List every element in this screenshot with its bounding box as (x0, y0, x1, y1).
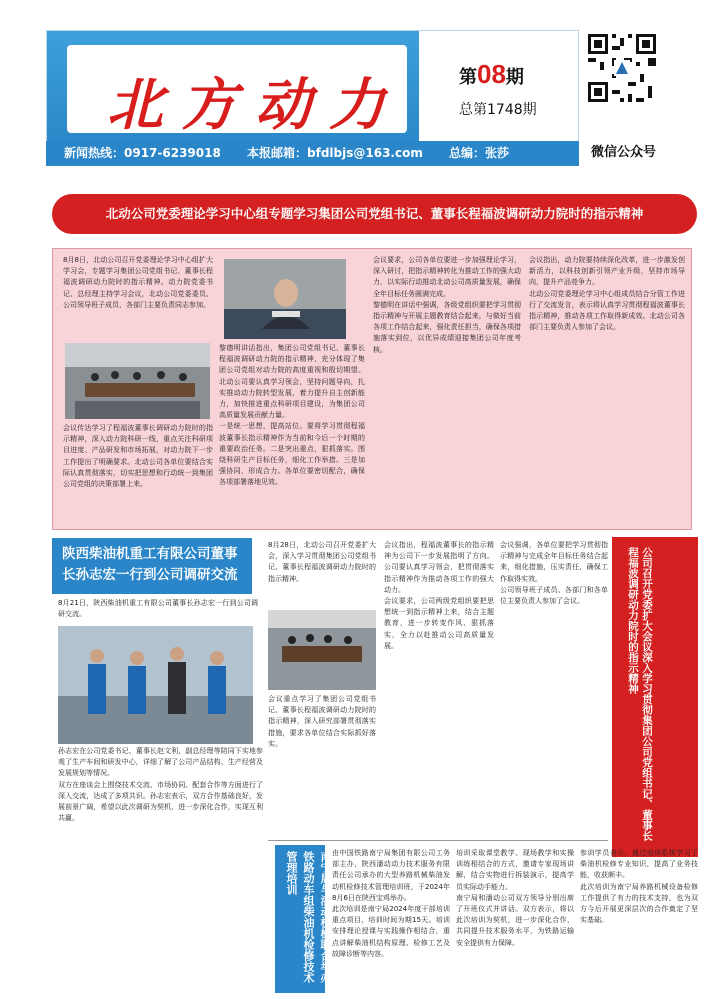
article3-col1-p1: 由中国铁路南宁局集团有限公司工务部主办，陕西潘动动力技术服务有限责任公司承办的大型养路机械柴油发动机检修技术管理培训班，于2024年8月6日在陕西宝鸡举办。 (332, 849, 450, 902)
article1-col1-p1: 8月8日，北动公司召开党委理论学习中心组扩大学习会，专题学习集团公司党组书记、董事长程福波调研动力院时的指示精神。动力院党委书记、总经理主持学习会议，北动公司党委委员、公司领导班子成员、各部门主要负责同志参加。 (63, 256, 213, 309)
issue-num: 08 (477, 59, 506, 89)
issue-prefix: 第 (459, 67, 477, 87)
issue-number (459, 59, 524, 90)
article3-col1-p2: 此次培训是南宁局2024年度干部培训重点项目，培训时间为期15天。培训安排理论授课与实践操作相结合，重点讲解柴油机结构原理、检修工艺及故障诊断等内容。 (332, 905, 450, 958)
article3-col3 (580, 848, 698, 992)
article2-col2-p2: 会议重点学习了集团公司党组书记、董事长程福波调研动力院时的指示精神，深入研究部署贯彻落实措施，要求各单位结合实际抓好落实。 (268, 695, 376, 748)
speaker-photo (224, 259, 346, 339)
article2-col3 (384, 540, 494, 834)
article3-col1 (332, 848, 450, 992)
article2-col4-p1: 会议强调，各单位要把学习贯彻指示精神与完成全年目标任务结合起来，细化措施，压实责任，确保工作取得实效。 (500, 541, 608, 583)
article2-col1-body (58, 746, 263, 981)
article2-col1-p3: 双方在座谈会上围绕技术交流、市场协同、配套合作等方面进行了深入交流，达成了多项共识。孙志宏表示，双方合作基础良好，发展前景广阔，希望以此次调研为契机，进一步深化合作，实现互利共赢。 (58, 780, 263, 823)
article1-col2-p1: 黎德明讲话指出，集团公司党组书记、董事长程福波调研动力院的指示精神，充分体现了集团公司党组对动力院的高度重视和殷切期望。北动公司要认真学习领会，坚持问题导向，扎实推动动力院转型发展，着力提升自主创新能力，加快推进重点科研项目建设，为集团公司高质量发展贡献力量。 (219, 344, 365, 420)
article3-col2 (456, 848, 574, 992)
headline-banner: 北动公司党委理论学习中心组专题学习集团公司党组书记、董事长程福波调研动力院时的指示精神 (52, 194, 697, 234)
article3-col3-p1: 参训学员表示，通过培训系统学习了柴油机检修专业知识，提高了业务技能，收获颇丰。 (580, 849, 698, 880)
article3-col2-p2: 南宁局和潘动公司双方领导分别出席了开班仪式并讲话。双方表示，将以此次培训为契机，进一步深化合作，共同提升技术服务水平，为铁路运输安全提供有力保障。 (456, 893, 574, 947)
article3-col3-p2: 此次培训为南宁局养路机械设备检修工作提供了有力的技术支持，也为双方今后开展更深层次的合作奠定了坚实基础。 (580, 882, 698, 925)
editor-text: 总编：张莎 (449, 146, 510, 160)
wechat-label: 微信公众号 (591, 145, 657, 160)
article2-col2-p1: 8月28日，北动公司召开党委扩大会，深入学习贯彻集团公司党组书记、董事长程福波调研动力院时的指示精神。 (268, 541, 376, 583)
wechat-qr-code (584, 30, 660, 130)
issue-total: 总第1748期 (459, 102, 537, 118)
article1-col1-p2: 会议传达学习了程福波董事长调研动力院时的指示精神，深入动力院科研一线，重点关注科研项目进度、产品研发和市场拓展，对动力院下一步工作提出了明确要求。北动公司各单位要结合实际认真贯彻落实，切实把思想和行动统一到集团公司党组的决策部署上来。 (63, 424, 213, 489)
issue-suffix: 期 (505, 67, 524, 87)
email-text: 本报邮箱：bfdlbjs@163.com (247, 146, 423, 160)
sidebar-red-banner (612, 537, 698, 857)
section-divider (268, 840, 608, 841)
masthead-blue-panel (47, 31, 419, 146)
article2-col1-p1: 8月21日，陕西柴油机重工有限公司董事长孙志宏一行到公司调研交流。 (58, 599, 258, 619)
article1-col4-p2: 北动公司党委理论学习中心组成员结合分管工作进行了交流发言，表示将认真学习贯彻程福波董事长指示精神，推动各项工作取得新成效。北动公司各部门主要负责人参加了会议。 (529, 289, 685, 332)
article2-col3-p2: 会议要求，公司两级党组织要把思想统一到指示精神上来，结合主题教育，进一步转变作风、狠抓落实，全力以赴推动公司高质量发展。 (384, 597, 494, 650)
article1-col4 (529, 255, 685, 527)
article2-title: 陕西柴油机重工有限公司董事长孙志宏一行到公司调研交流 (52, 538, 252, 594)
hotline-text: 新闻热线：0917-6239018 (64, 146, 221, 160)
party-meeting-photo (268, 610, 376, 690)
article1-col2 (219, 343, 365, 527)
article3-col2-p1: 培训采取课堂教学、现场教学和实操训练相结合的方式，邀请专家现场讲解，结合实物进行拆装演示，提高学员实际动手能力。 (456, 849, 574, 891)
article1-col4-p1: 会议指出，动力院要持续深化改革，进一步激发创新活力，以科技创新引领产业升级，坚持市场导向，提升产品竞争力。 (529, 256, 685, 287)
lead-article (52, 248, 692, 530)
masthead-logo-box (67, 45, 407, 138)
article2-col3-p1: 会议指出，程福波董事长的指示精神为公司下一步发展指明了方向。公司要认真学习领会，把贯彻落实指示精神作为推动各项工作的强大动力。 (384, 541, 494, 594)
article1-col3 (373, 255, 521, 527)
article2-col4 (500, 540, 608, 834)
factory-visit-photo (58, 626, 253, 744)
contact-bar (46, 141, 579, 166)
sidebar-red-text: 公司召开党委扩大会议深入学习贯彻集团公司党组书记、董事长程福波调研动力院时的指示精神 (627, 547, 653, 841)
article1-col3-p2: 黎德明在讲话中强调，各级党组织要把学习贯彻指示精神与开展主题教育结合起来，与做好当前各项工作结合起来，强化责任担当，确保各项措施落实到位，以优异成绩迎接集团公司年度考核。 (373, 300, 521, 354)
article3-title: 南宁局与潘动机械联合举办铁路动车组柴油机检修技术管理培训 (285, 851, 332, 983)
newspaper-logo: 北方动力 (107, 72, 403, 138)
article2-col4-p2: 公司领导班子成员、各部门和各单位主要负责人参加了会议。 (500, 585, 608, 606)
article1-col3-p1: 会议要求，公司各单位要进一步加强理论学习，深入研讨，把指示精神转化为推动工作的强大动力，以实际行动推动北动公司高质量发展，确保全年目标任务圆满完成。 (373, 256, 521, 298)
masthead (46, 30, 579, 145)
article1-col2-p2: 一是统一思想，提高站位。要将学习贯彻程福波董事长指示精神作为当前和今后一个时期的重要政治任务。二是突出重点，狠抓落实。围绕科研生产目标任务，细化工作举措。三是加强协同，形成合力。各单位要密切配合，确保各项部署落地见效。 (219, 422, 365, 487)
meeting-photo (65, 343, 210, 419)
article2-col1-p2: 孙志宏在公司党委书记、董事长赵文利，副总经理等陪同下实地参观了生产车间和研发中心，详细了解了公司产品结构、生产经营及发展规划等情况。 (58, 747, 263, 778)
article3-title-banner (275, 845, 332, 993)
